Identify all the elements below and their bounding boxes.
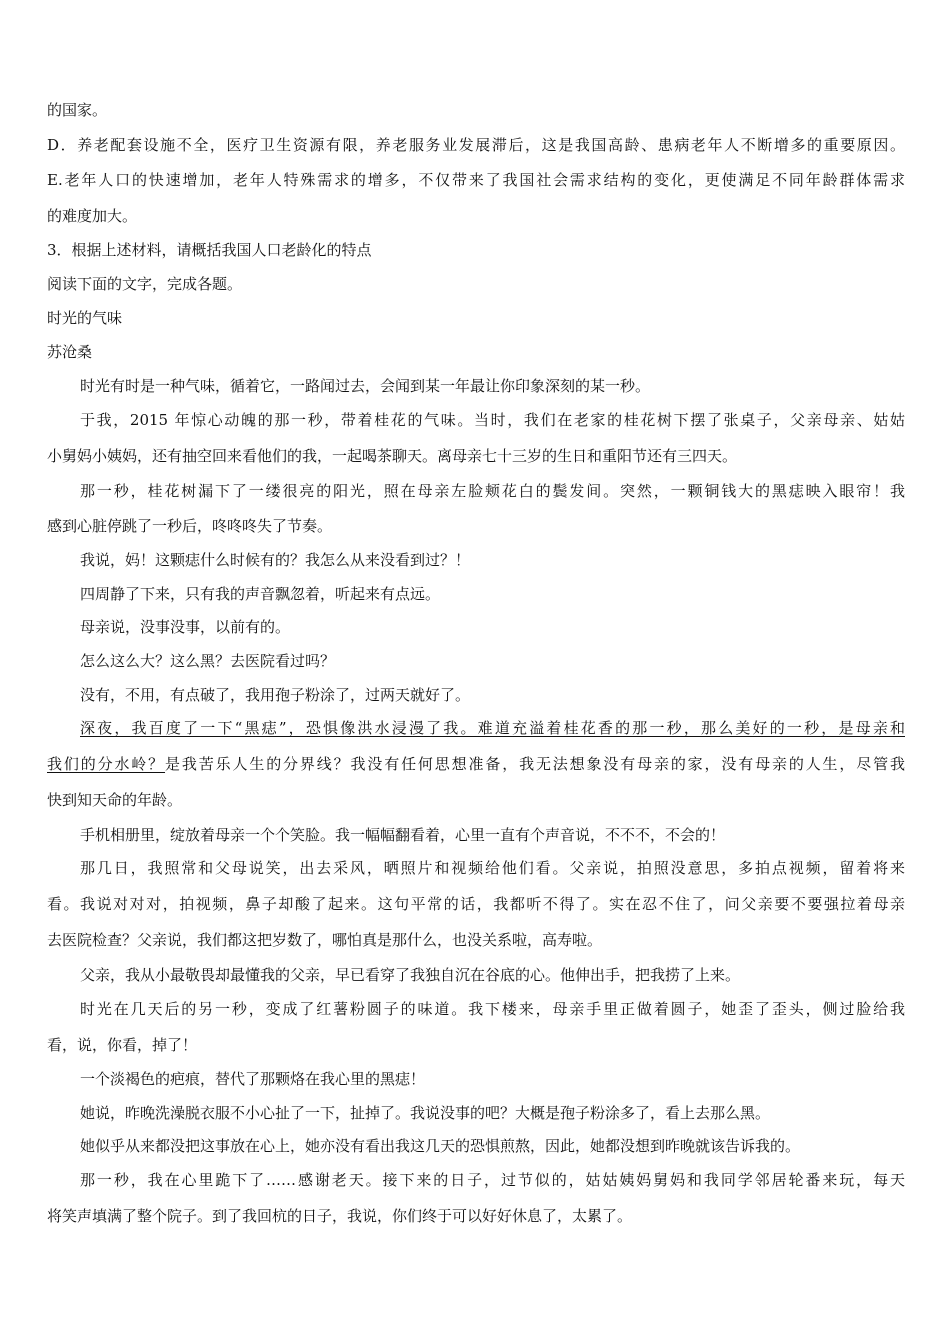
reading-instruction: 阅读下面的文字，完成各题。 <box>47 275 243 293</box>
prev-question-tail: 的国家。 <box>47 101 108 119</box>
paragraph-9-line3: 快到知天命的年龄。 <box>47 791 183 809</box>
paragraph-9-line2 <box>47 754 905 774</box>
paragraph-9-line1-underlined: 深夜，我百度了一下“黑痣”，恐惧像洪水浸漫了我。难道充溢着桂花香的那一秒，那么美好的一秒，是母亲和 <box>80 719 905 737</box>
paragraph-7: 怎么这么大？这么黑？去医院看过吗？ <box>80 652 336 670</box>
option-e-line2: 的难度加大。 <box>47 207 138 225</box>
paragraph-10: 手机相册里，绽放着母亲一个个笑脸。我一幅幅翻看着，心里一直有个声音说，不不不，不会的！ <box>80 826 726 844</box>
paragraph-11-line2: 看。我说对对对，拍视频，鼻子却酸了起来。这句平常的话，我都听不得了。实在忍不住了，问父亲要不要强拉着母亲 <box>47 895 905 913</box>
paragraph-13-line1: 时光在几天后的另一秒，变成了红薯粉圆子的味道。我下楼来，母亲手里正做着圆子，她歪了歪头，侧过脸给我 <box>80 1000 905 1018</box>
paragraph-11-line1: 那几日，我照常和父母说笑，出去采风，晒照片和视频给他们看。父亲说，拍照没意思，多拍点视频，留着将来 <box>80 859 905 877</box>
paragraph-2-line1: 于我，2015 年惊心动魄的那一秒，带着桂花的气味。当时，我们在老家的桂花树下摆了张桌子，父亲母亲、姑姑 <box>80 411 905 429</box>
paragraph-16: 她似乎从来都没把这事放在心上，她亦没有看出我这几天的恐惧煎熬，因此，她都没想到昨晚就该告诉我的。 <box>80 1137 801 1155</box>
article-author: 苏沧桑 <box>47 343 93 361</box>
paragraph-4: 我说，妈！这颗痣什么时候有的？我怎么从来没看到过？！ <box>80 551 471 569</box>
paragraph-17-line2: 将笑声填满了整个院子。到了我回杭的日子，我说，你们终于可以好好休息了，太累了。 <box>47 1207 633 1225</box>
paragraph-17-line1: 那一秒，我在心里跪下了……感谢老天。接下来的日子，过节似的，姑姑姨妈舅妈和我同学邻居轮番来玩，每天 <box>80 1171 905 1189</box>
question-3: 3．根据上述材料，请概括我国人口老龄化的特点 <box>47 241 372 259</box>
article-title: 时光的气味 <box>47 309 123 327</box>
paragraph-3-line1: 那一秒，桂花树漏下了一缕很亮的阳光，照在母亲左脸颊花白的鬓发间。突然，一颗铜钱大的黑痣映入眼帘！我 <box>80 482 905 500</box>
option-e-line1: E.老年人口的快速增加，老年人特殊需求的增多，不仅带来了我国社会需求结构的变化，更使满足不同年龄群体需求 <box>47 171 905 189</box>
paragraph-5: 四周静了下来，只有我的声音飘忽着，听起来有点远。 <box>80 585 441 603</box>
paragraph-3-line2: 感到心脏停跳了一秒后，咚咚咚失了节奏。 <box>47 517 333 535</box>
option-d: D．养老配套设施不全，医疗卫生资源有限，养老服务业发展滞后，这是我国高龄、患病老年人不断增多的重要原因。 <box>47 136 905 154</box>
paragraph-11-line3: 去医院检查？父亲说，我们都这把岁数了，哪怕真是那什么，也没关系啦，高寿啦。 <box>47 931 603 949</box>
paragraph-1: 时光有时是一种气味，循着它，一路闻过去，会闻到某一年最让你印象深刻的某一秒。 <box>80 377 651 395</box>
paragraph-14: 一个淡褐色的疤痕，替代了那颗烙在我心里的黑痣！ <box>80 1070 426 1088</box>
underlined-phrase: 我们的分水岭？ <box>47 755 166 773</box>
paragraph-15: 她说，昨晚洗澡脱衣服不小心扯了一下，扯掉了。我说没事的吧？大概是孢子粉涂多了，看上去那么黑。 <box>80 1104 771 1122</box>
paragraph-12: 父亲，我从小最敬畏却最懂我的父亲，早已看穿了我独自沉在谷底的心。他伸出手，把我捞了上来。 <box>80 966 741 984</box>
paragraph-13-line2: 看，说，你看，掉了！ <box>47 1036 198 1054</box>
paragraph-2-line2: 小舅妈小姨妈，还有抽空回来看他们的我，一起喝茶聊天。离母亲七十三岁的生日和重阳节还有三四天。 <box>47 447 738 465</box>
paragraph-9-line2-rest: 是我苦乐人生的分界线？我没有任何思想准备，我无法想象没有母亲的家，没有母亲的人生，尽管我 <box>165 755 905 773</box>
paragraph-8: 没有，不用，有点破了，我用孢子粉涂了，过两天就好了。 <box>80 686 471 704</box>
paragraph-6: 母亲说，没事没事，以前有的。 <box>80 618 291 636</box>
